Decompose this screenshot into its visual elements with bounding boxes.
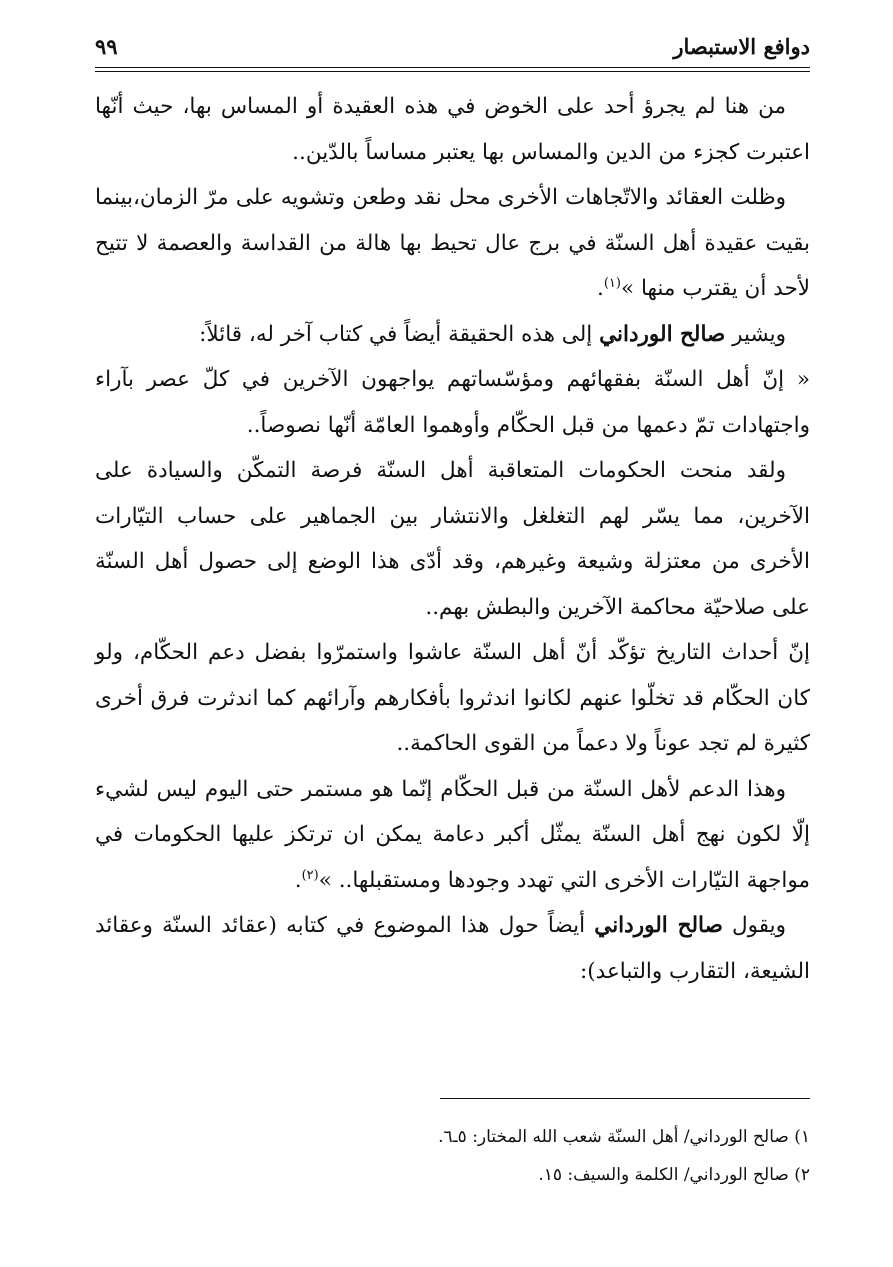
header-rule-double	[95, 71, 810, 72]
page-header	[95, 32, 810, 64]
footnote-separator	[440, 1098, 810, 1099]
footnote-1: ١) صالح الورداني/ أهل السنّة شعب الله المختار: ٥ـ٦.	[438, 1127, 810, 1147]
author-name: صالح الورداني	[599, 321, 726, 347]
paragraph-8-end: أيضاً حول هذا الموضوع في كتابه (عقائد السنّة وعقائد الشيعة، التقارب والتباعد):	[95, 913, 810, 984]
main-text	[95, 84, 810, 994]
paragraph-1: من هنا لم يجرؤ أحد على الخوض في هذه العقيدة أو المساس بها، حيث أنّها اعتبرت كجزء من الدين والمساس بها يعتبر مساساً بالدّين..	[95, 94, 810, 165]
header-rule	[95, 67, 810, 68]
paragraph-3-start: ويشير	[725, 321, 786, 347]
footnote-2: ٢) صالح الورداني/ الكلمة والسيف: ١٥.	[538, 1165, 810, 1185]
paragraph-8	[95, 903, 810, 994]
quote-paragraph-4-end: .	[294, 867, 302, 893]
footnote-ref-1: (١)	[603, 275, 621, 291]
paragraph-2-text: وظلت العقائد والاتّجاهات الأخرى محل نقد وطعن وتشويه على مرّ الزمان،بينما بقيت عقيدة أهل السنّة في برج عال تحيط بها هالة من القداسة والعصمة لا تتيح لأحد أن يقترب منها »	[95, 185, 810, 301]
paragraph-8-start: ويقول	[722, 913, 786, 938]
footnote-ref-2: (٢)	[301, 867, 319, 883]
quote-paragraph-3: إنّ أحداث التاريخ تؤكّد أنّ أهل السنّة عاشوا واستمرّوا بفضل دعم الحكّام، ولو كان الحكّام قد تخلّوا عنهم لكانوا اندثروا بأفكارهم وآرائهم كما اندثرت فرق أخرى كثيرة لم تجد عوناً ولا دعماً من القوى الحاكمة..	[95, 640, 810, 756]
quote-paragraph-2: ولقد منحت الحكومات المتعاقبة أهل السنّة فرصة التمكّن والسيادة على الآخرين، مما يسّر لهم التغلغل والانتشار بين الجماهير على حساب التيّارات الأخرى من معتزلة وشيعة وغيرهم، وقد أدّى هذا الوضع إلى حصول أهل السنّة على صلاحيّة محاكمة الآخرين والبطش بهم..	[95, 458, 810, 620]
page-number: ٩٩	[95, 34, 118, 59]
paragraph-3	[95, 312, 810, 358]
paragraph-2	[95, 175, 810, 312]
footnotes	[95, 1118, 810, 1194]
paragraph-2-end: .	[597, 276, 604, 301]
running-title: دوافع الاستبصار	[673, 34, 810, 59]
quote-paragraph-4-text: وهذا الدعم لأهل السنّة من قبل الحكّام إنّما هو مستمر حتى اليوم ليس لشيء إلّا لكون نهج أهل السنّة يمثّل أكبر دعامة يمكن ان ترتكز عليها الحكومات في مواجهة التيّارات الأخرى التي تهدد وجودها ومستقبلها.. »	[95, 776, 810, 893]
quote-paragraph-1: « إنّ أهل السنّة بفقهائهم ومؤسّساتهم يواجهون الآخرين في كلّ عصر بآراء واجتهادات تمّ دعمها من قبل الحكّام وأوهموا العامّة أنّها نصوصاً..	[95, 367, 810, 438]
author-name-2: صالح الورداني	[594, 913, 723, 938]
paragraph-3-end: إلى هذه الحقيقة أيضاً في كتاب آخر له، قائلاً:	[199, 321, 600, 347]
quote-paragraph-4	[95, 767, 810, 904]
